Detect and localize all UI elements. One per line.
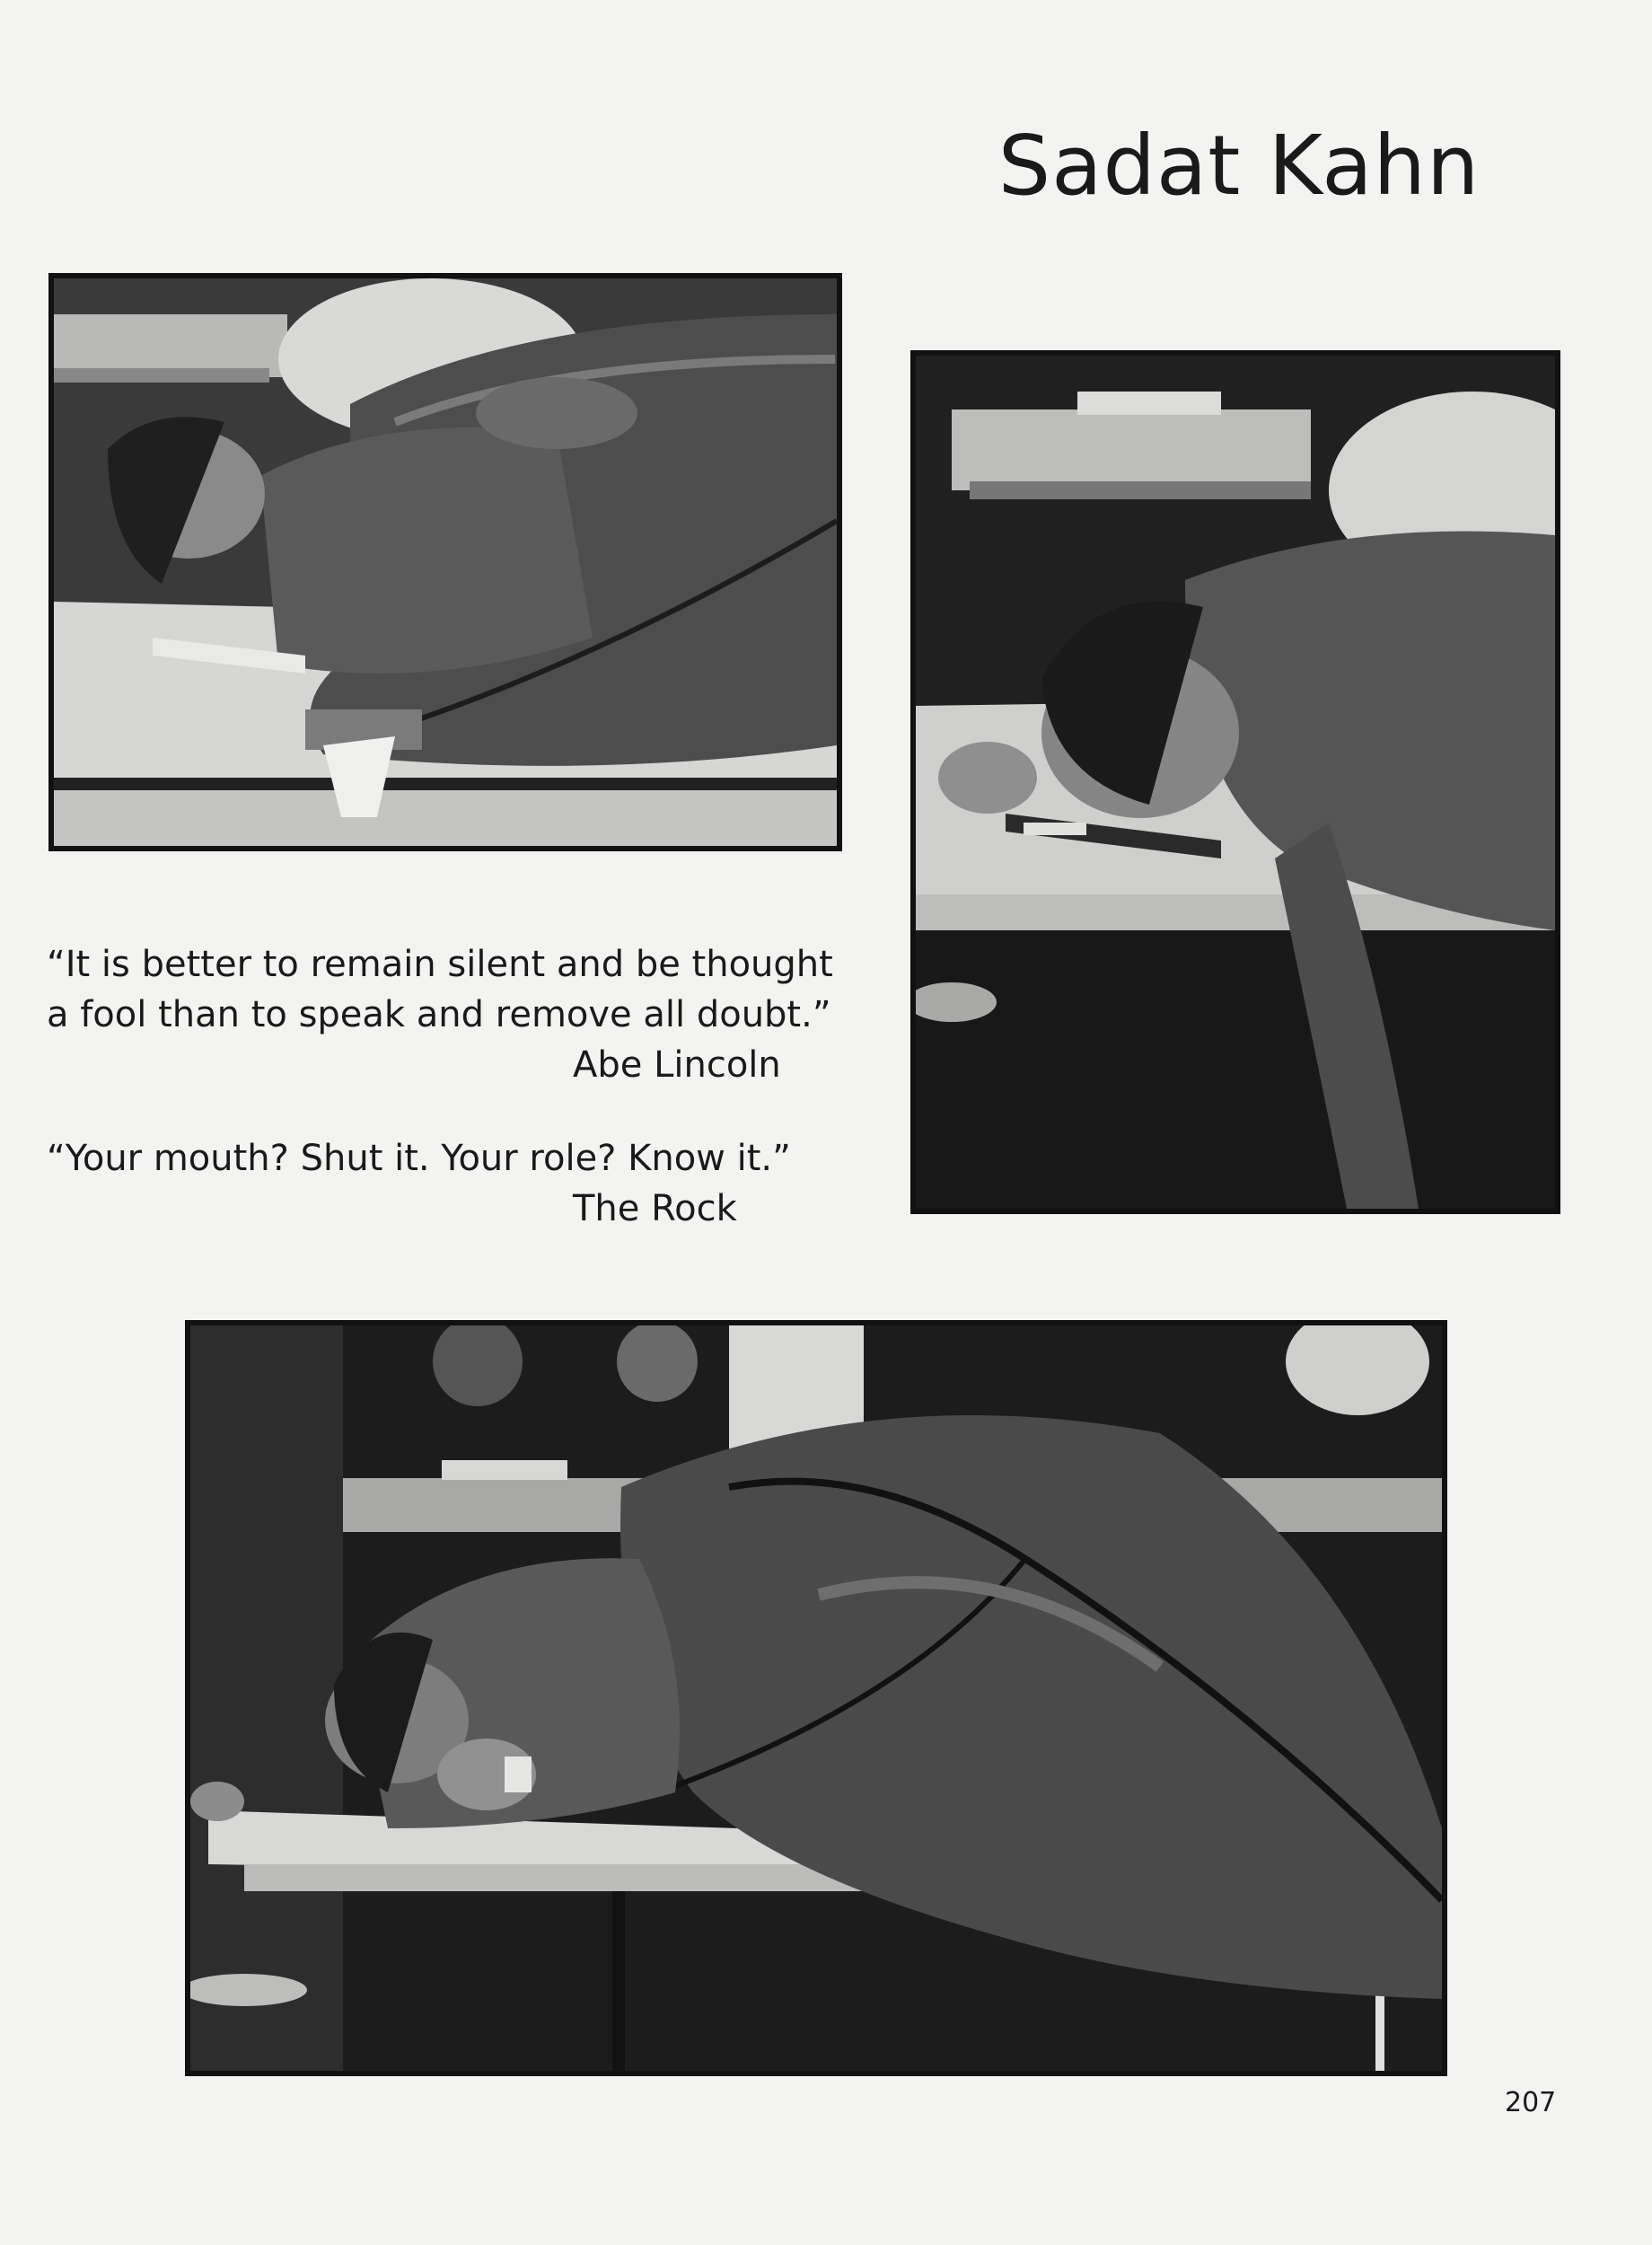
photo-sleeping-bag-on-cafeteria-table <box>185 1320 1447 2076</box>
photo-2-image <box>916 356 1555 1209</box>
quote-attribution-lincoln: Abe Lincoln <box>573 1044 781 1086</box>
photo-1-image <box>54 278 837 846</box>
page-title: Sadat Kahn <box>997 118 1481 214</box>
page-number: 207 <box>1505 2087 1557 2118</box>
quote-attribution-the-rock: The Rock <box>573 1188 737 1229</box>
photo-3-image <box>190 1325 1442 2071</box>
photo-sleeping-on-table-sleeping-bag <box>48 273 842 851</box>
quote-the-rock: “Your mouth? Shut it. Your role? Know it.” <box>47 1138 791 1179</box>
quote-lincoln: “It is better to remain silent and be thought a fool than to speak and remove all doubt.” <box>47 944 833 1035</box>
photo-head-on-algebra-book <box>910 350 1560 1214</box>
